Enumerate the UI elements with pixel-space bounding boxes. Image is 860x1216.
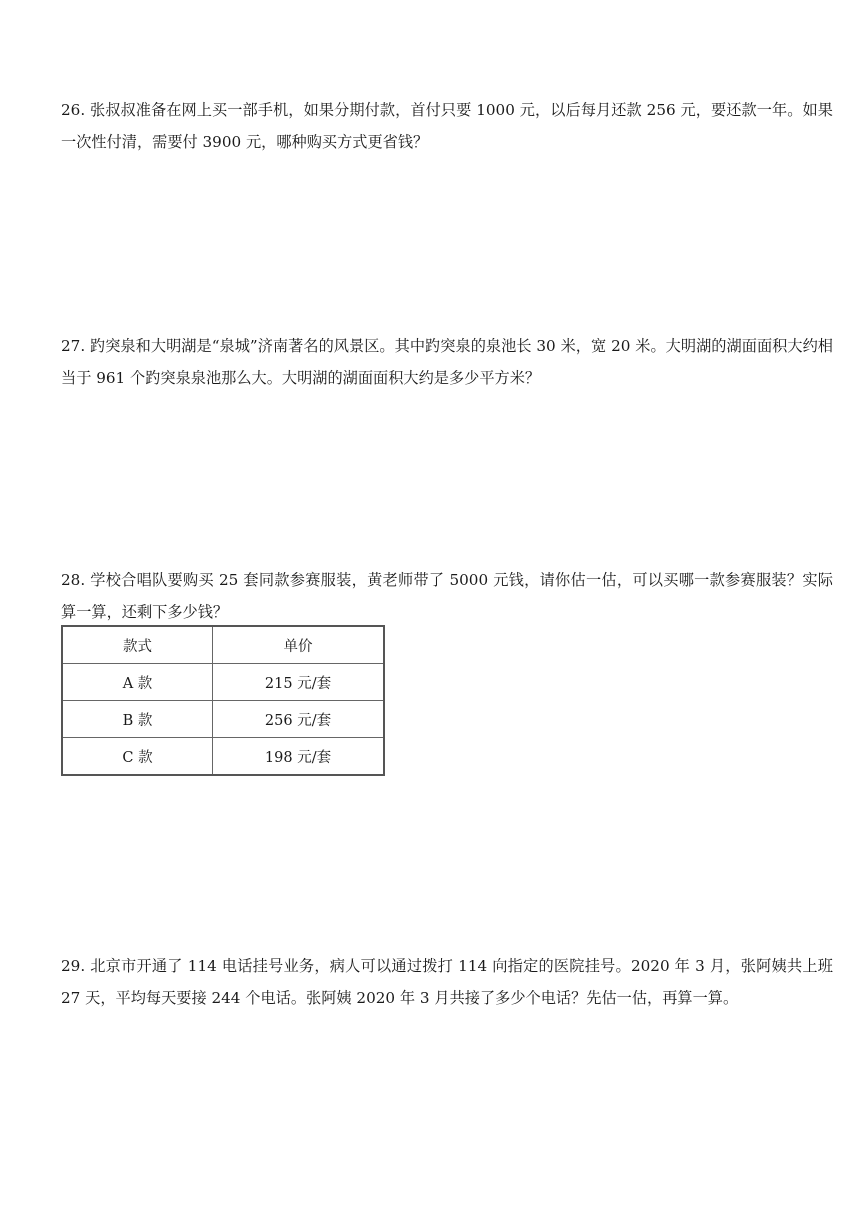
- style-cell: B 款: [62, 701, 213, 738]
- price-cell: 198 元/套: [213, 738, 385, 776]
- table-row: [62, 664, 384, 701]
- table-header-row: [62, 626, 384, 664]
- price-table: [61, 625, 385, 776]
- style-cell: A 款: [62, 664, 213, 701]
- problem-27: 27. 趵突泉和大明湖是“泉城”济南著名的风景区。其中趵突泉的泉池长 30 米，宽 20 米。大明湖的湖面面积大约相当于 961 个趵突泉泉池那么大。大明湖的湖面面积大约是多少平方米？: [61, 337, 833, 387]
- table-row: [62, 701, 384, 738]
- header-price: 单价: [213, 626, 385, 664]
- problem-26: 26. 张叔叔准备在网上买一部手机，如果分期付款，首付只要 1000 元，以后每月还款 256 元，要还款一年。如果一次性付清，需要付 3900 元，哪种购买方式更省钱？: [61, 101, 833, 151]
- table-row: [62, 738, 384, 776]
- problem-29: 29. 北京市开通了 114 电话挂号业务，病人可以通过拨打 114 向指定的医院挂号。2020 年 3 月，张阿姨共上班 27 天，平均每天要接 244 个电话。张阿姨 2020 年 3 月共接了多少个电话？先估一估，再算一算。: [61, 957, 833, 1007]
- style-cell: C 款: [62, 738, 213, 776]
- price-cell: 256 元/套: [213, 701, 385, 738]
- header-style: 款式: [62, 626, 213, 664]
- price-cell: 215 元/套: [213, 664, 385, 701]
- problem-28: 28. 学校合唱队要购买 25 套同款参赛服装，黄老师带了 5000 元钱，请你估一估，可以买哪一款参赛服装？实际算一算，还剩下多少钱？: [61, 571, 833, 621]
